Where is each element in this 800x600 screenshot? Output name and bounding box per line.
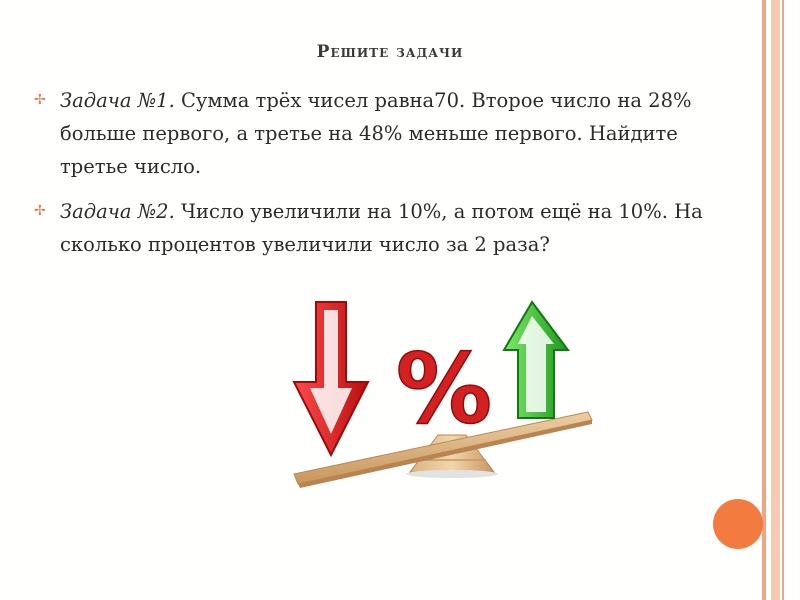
task-item-2 <box>28 195 718 261</box>
percent-symbol: % <box>395 333 493 445</box>
task-item-1 <box>28 84 718 183</box>
frame-border-outer <box>771 0 780 600</box>
task-label: Задача №1. <box>60 89 175 112</box>
task-text: Число увеличили на 10%, а потом ещё на 10%. На сколько процентов увеличили число за 2 раза? <box>60 200 703 256</box>
percent-scale-illustration <box>288 300 608 490</box>
frame-border-inner <box>762 0 766 600</box>
task-text: Сумма трёх чисел равна70. Второе число на 28% больше первого, а третье на 48% меньше первого. Найдите третье число. <box>60 89 692 178</box>
accent-dot <box>713 499 763 549</box>
up-arrow-icon <box>504 302 568 418</box>
task-label: Задача №2. <box>60 200 175 223</box>
bullet-icon: ✢ <box>34 203 46 219</box>
bullet-icon: ✢ <box>34 92 46 108</box>
down-arrow-icon <box>294 302 368 455</box>
task-list <box>28 84 718 273</box>
frame-border-edge <box>782 0 784 600</box>
slide-title: Решите задачи <box>316 42 464 62</box>
